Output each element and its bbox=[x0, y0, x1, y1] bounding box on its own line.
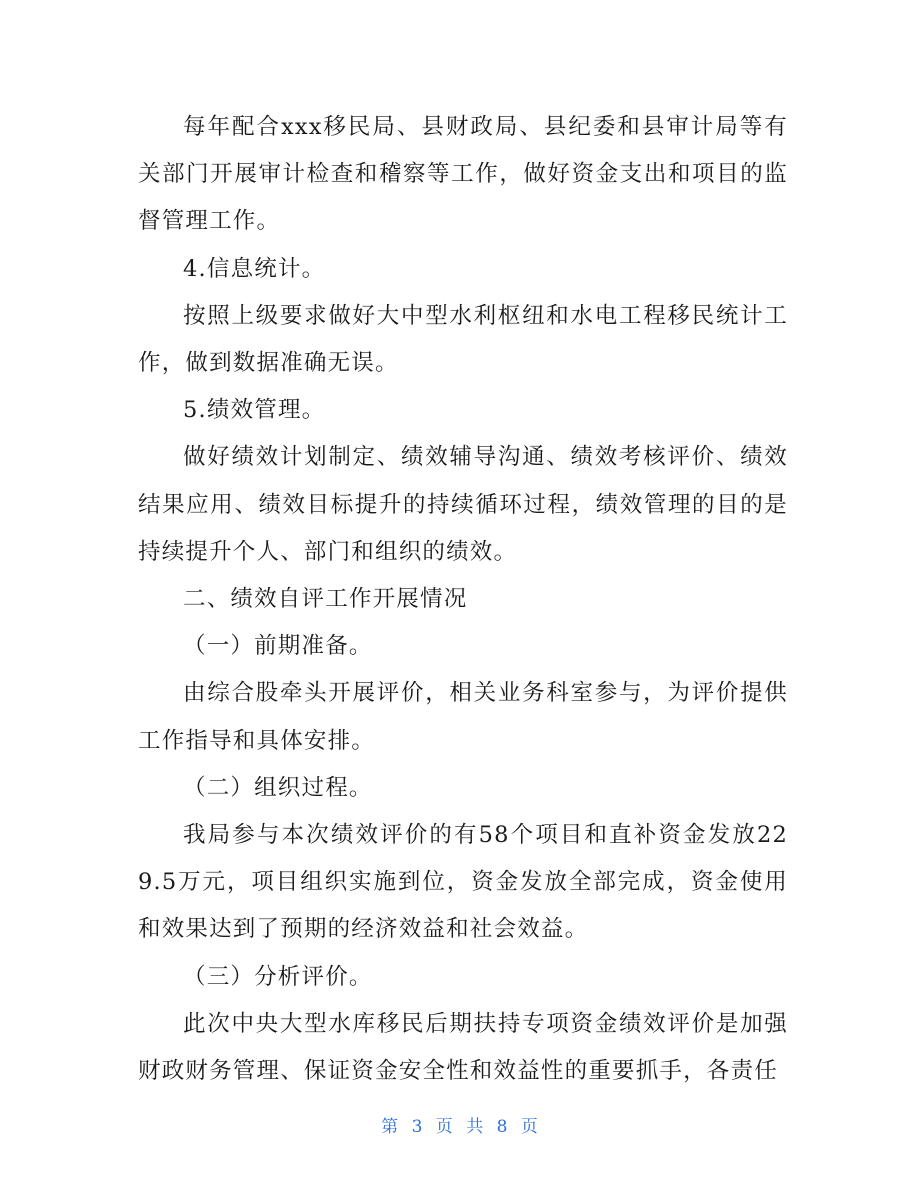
paragraph-4: 5.绩效管理。 bbox=[183, 397, 326, 424]
paragraph-6: 由综合股牵头开展评价，相关业务科室参与，为评价提供工作指导和具体安排。 bbox=[138, 680, 788, 754]
paragraph-5: 做好绩效计划制定、绩效辅导沟通、绩效考核评价、绩效结果应用、绩效目标提升的持续循环过程，绩效管理的目的是持续提升个人、部门和组织的绩效。 bbox=[138, 444, 788, 565]
subheading-3: （三）分析评价。 bbox=[183, 963, 373, 990]
subheading-2: （二）组织过程。 bbox=[183, 774, 373, 801]
paragraph-8: 此次中央大型水库移民后期扶持专项资金绩效评价是加强财政财务管理、保证资金安全性和效益性的重要抓手，各责任 bbox=[138, 1010, 788, 1085]
paragraph-2: 4.信息统计。 bbox=[183, 255, 326, 282]
paragraph-1: 每年配合xxx移民局、县财政局、县纪委和县审计局等有关部门开展审计检查和稽察等工作，做好资金支出和项目的监督管理工作。 bbox=[138, 114, 788, 235]
paragraph-3: 按照上级要求做好大中型水利枢纽和水电工程移民统计工作，做到数据准确无误。 bbox=[138, 302, 788, 377]
document-body bbox=[138, 104, 788, 1095]
section-heading-2: 二、绩效自评工作开展情况 bbox=[183, 586, 468, 613]
subheading-1: （一）前期准备。 bbox=[183, 633, 373, 660]
paragraph-7: 我局参与本次绩效评价的有58个项目和直补资金发放229.5万元，项目组织实施到位，资金发放全部完成，资金使用和效果达到了预期的经济效益和社会效益。 bbox=[138, 822, 788, 943]
page-number-footer: 第 3 页 共 8 页 bbox=[381, 1117, 539, 1137]
